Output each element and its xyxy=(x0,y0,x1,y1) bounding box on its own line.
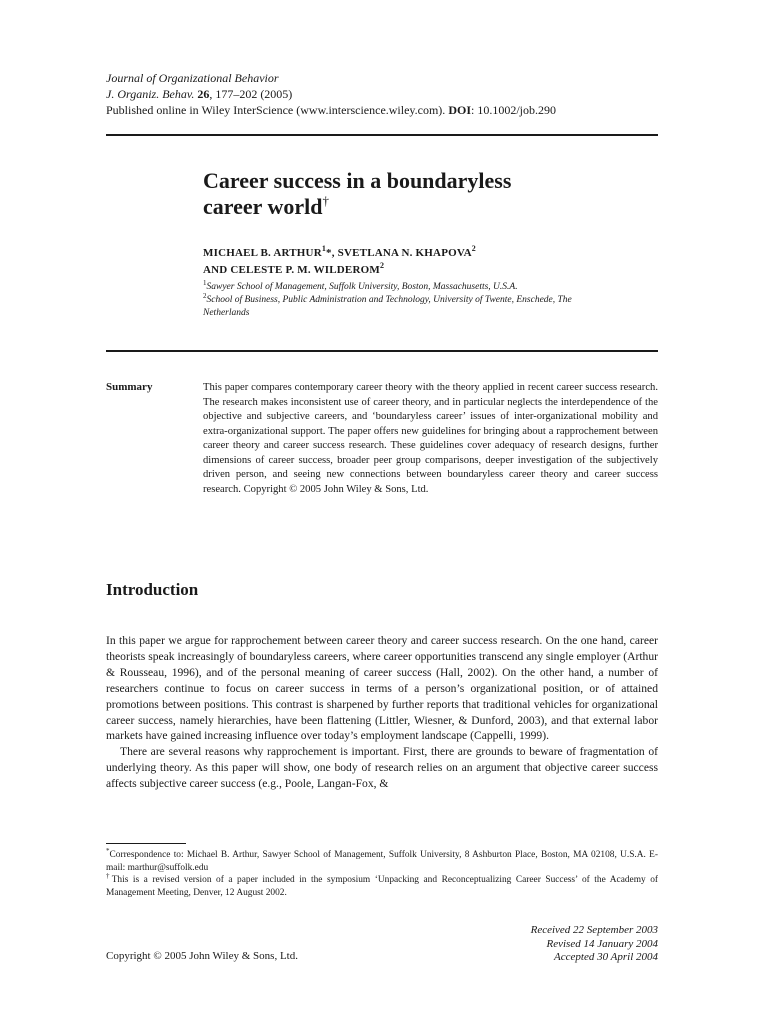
date-received: Received 22 September 2003 xyxy=(530,924,658,936)
summary-label: Summary xyxy=(106,381,153,393)
author-3-affil: 2 xyxy=(379,261,385,270)
date-revised: Revised 14 January 2004 xyxy=(546,937,658,950)
affiliation-1 xyxy=(203,281,658,294)
summary-text: This paper compares contemporary career theory with the theory applied in recent career success research. The research makes inconsistent use of career theory, and in particular neglects the interdependence of the objective and subjective careers, and ‘boundaryless career’ issues of inter-organizational mobility and extra-organizational support. The paper offers new guidelines for bringing about a rapprochement between career theory and career success research. These guidelines cover adequacy of research designs, further dimensions of career success, broader peer group comparisons, deeper investigation of the subjectively driven person, and seeing new connections between boundaryless career theory and career success research. Copyright © 2005 John Wiley & Sons, Ltd. xyxy=(203,382,658,495)
author-3: AND CELESTE P. M. WILDEROM xyxy=(203,264,380,276)
title-line-1: Career success in a boundaryless xyxy=(203,168,512,193)
journal-volume: 26 xyxy=(197,87,210,101)
title-block-rule xyxy=(106,350,658,352)
journal-citation xyxy=(106,86,556,102)
published-online-text: Published online in Wiley InterScience (www.interscience.wiley.com). xyxy=(106,103,449,117)
title-line-2-text: career world xyxy=(203,194,323,219)
affiliation-1-mark: 1 xyxy=(203,279,207,287)
affiliation-2-mark: 2 xyxy=(203,292,207,300)
title-dagger: † xyxy=(322,193,330,208)
affiliations xyxy=(203,281,658,320)
affiliation-2 xyxy=(203,294,593,320)
footnote-rule xyxy=(106,843,186,844)
intro-paragraph-1: In this paper we argue for rapprochement between career theory and career success research. On the one hand, career theorists speak increasingly of boundaryless careers, where career opportunities transcend any single employer (Arthur & Rousseau, 1996), and of the personal meaning of career success (Hall, 2002). On the other hand, a number of researchers continue to focus on career success in terms of a person’s organizational position, or of attained promotions between positions. This contrast is sharpened by further reports that traditional vehicles for organizational career success, namely hierarchies, have been flattening (Littler, Wiesner, & Dunford, 2003), and that external labor markets have gained increasing influence over today’s employment landscape (Cappelli, 1999). xyxy=(106,634,658,743)
doi-label: DOI xyxy=(448,103,471,117)
author-2-affil: 2 xyxy=(471,244,476,253)
footnote-1-text: Correspondence to: Michael B. Arthur, Sawyer School of Management, Suffolk University, 8 Ashburton Place, Boston, MA 02108, U.S.A. E-mail: marthur@suffolk.edu xyxy=(106,850,658,873)
author-list xyxy=(203,245,658,279)
title-line-2 xyxy=(203,194,658,220)
author-1-affil: 1 xyxy=(321,244,327,253)
footnote-revision xyxy=(106,874,658,899)
header-rule xyxy=(106,134,658,136)
authors-line-1 xyxy=(203,245,658,262)
journal-header xyxy=(106,70,556,118)
introduction-body xyxy=(106,633,658,792)
authors-line-2 xyxy=(203,262,658,279)
doi-value: : 10.1002/job.290 xyxy=(470,103,556,117)
journal-abbr: J. Organiz. Behav. xyxy=(106,87,195,101)
author-1-mark: *, xyxy=(326,247,338,259)
footnote-correspondence xyxy=(106,849,658,874)
journal-name: Journal of Organizational Behavior xyxy=(106,71,279,85)
author-1: MICHAEL B. ARTHUR xyxy=(203,247,322,259)
submission-dates xyxy=(398,924,658,965)
article-title xyxy=(203,168,658,220)
date-accepted: Accepted 30 April 2004 xyxy=(554,951,658,963)
section-heading-introduction: Introduction xyxy=(106,580,199,599)
copyright-notice: Copyright © 2005 John Wiley & Sons, Ltd. xyxy=(106,950,298,962)
footnote-1-mark: * xyxy=(106,847,110,855)
intro-paragraph-2: There are several reasons why rapprochement is important. First, there are grounds to beware of fragmentation of underlying theory. As this paper will show, one body of research relies on an argument that objective career success affects subjective career success (e.g., Poole, Langan-Fox, & xyxy=(106,745,658,791)
footnote-2-text: This is a revised version of a paper included in the symposium ‘Unpacking and Reconceptualizing Career Success’ of the Academy of Management Meeting, Denver, 12 August 2002. xyxy=(106,875,659,898)
affiliation-1-text: Sawyer School of Management, Suffolk University, Boston, Massachusetts, U.S.A. xyxy=(206,282,518,292)
footnote-2-mark: † xyxy=(106,872,112,880)
affiliation-2-text: School of Business, Public Administration and Technology, University of Twente, Enschede, The Netherlands xyxy=(203,295,572,318)
publication-line xyxy=(106,102,556,118)
author-2: SVETLANA N. KHAPOVA xyxy=(337,247,472,259)
footnotes xyxy=(106,849,658,899)
journal-pages-year: , 177–202 (2005) xyxy=(209,87,293,101)
